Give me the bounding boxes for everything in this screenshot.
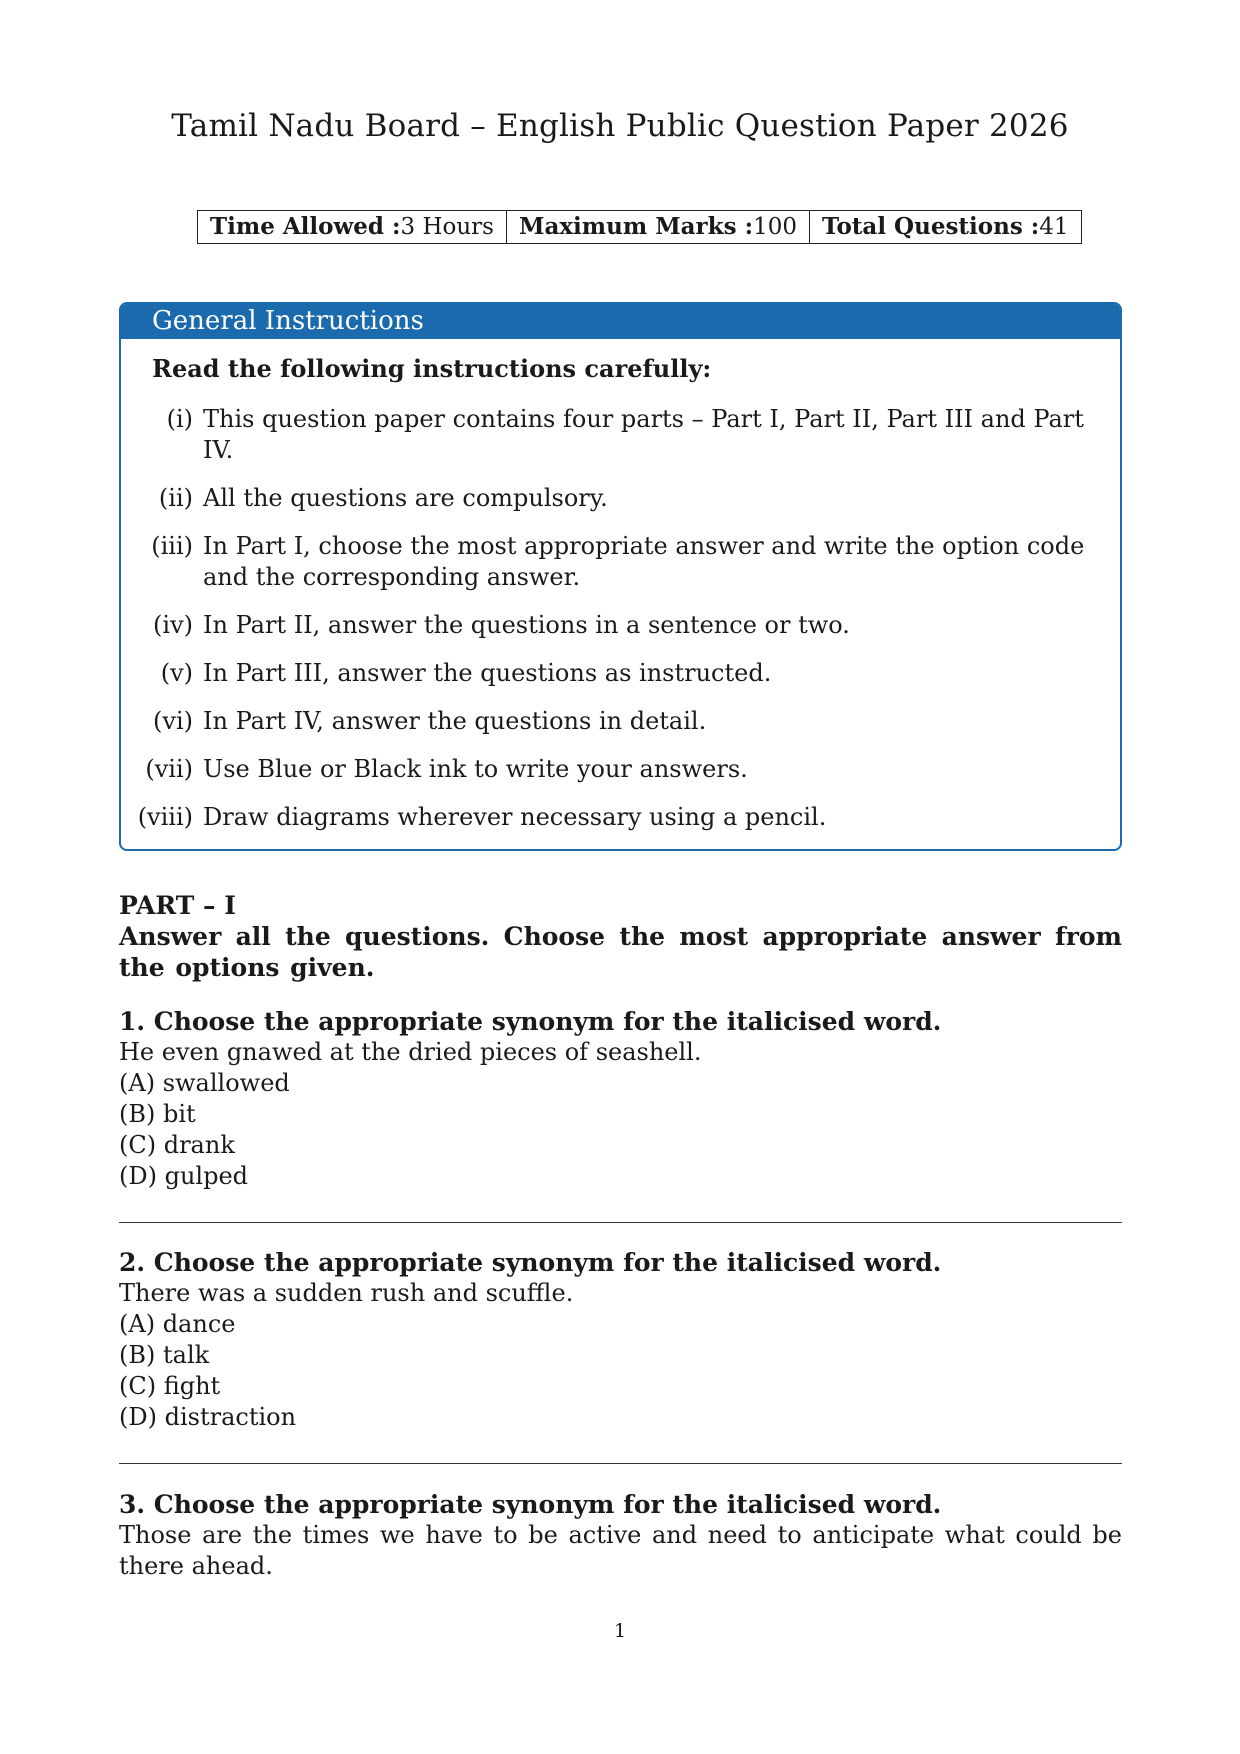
part-one-instruction: Answer all the questions. Choose the most appropriate answer from the options given. bbox=[119, 922, 1122, 982]
time-allowed-value: 3 Hours bbox=[400, 214, 494, 240]
answer-option: (D) distraction bbox=[119, 1403, 297, 1431]
answer-option: (A) dance bbox=[119, 1310, 236, 1338]
instruction-item bbox=[121, 754, 1122, 785]
page-number: 1 bbox=[613, 1620, 627, 1642]
question-1 bbox=[119, 1006, 1122, 1192]
question-heading: 1. Choose the appropriate synonym for the italicised word. bbox=[119, 1007, 942, 1036]
general-instructions-box bbox=[119, 302, 1122, 851]
instruction-number: (i) bbox=[166, 405, 193, 433]
maximum-marks-label: Maximum Marks : bbox=[518, 213, 754, 240]
maximum-marks-value: 100 bbox=[753, 214, 797, 240]
question-sentence: There was a sudden rush and scuffle. bbox=[119, 1279, 574, 1307]
instruction-number: (viii) bbox=[137, 803, 193, 831]
instruction-text: In Part I, choose the most appropriate answer and write the option code and the corresponding answer. bbox=[203, 532, 1085, 591]
part-one-title: PART – I bbox=[119, 891, 236, 920]
instruction-number: (ii) bbox=[158, 484, 193, 512]
question-divider bbox=[119, 1222, 1122, 1223]
maximum-marks-cell bbox=[506, 211, 809, 244]
instruction-number: (v) bbox=[160, 659, 193, 687]
instruction-item bbox=[121, 531, 1122, 593]
instruction-number: (iv) bbox=[153, 611, 193, 639]
instruction-text: In Part III, answer the questions as instructed. bbox=[203, 659, 772, 687]
answer-option: (B) talk bbox=[119, 1341, 210, 1369]
instruction-number: (iii) bbox=[151, 532, 193, 560]
instruction-number: (vii) bbox=[145, 755, 193, 783]
part-one-section bbox=[119, 890, 1122, 983]
instruction-item bbox=[121, 706, 1122, 737]
answer-option: (D) gulped bbox=[119, 1162, 249, 1190]
instruction-text: This question paper contains four parts – Part I, Part II, Part III and Part IV. bbox=[203, 405, 1084, 464]
total-questions-label: Total Questions : bbox=[821, 213, 1040, 240]
answer-option: (A) swallowed bbox=[119, 1069, 290, 1097]
paper-title: Tamil Nadu Board – English Public Question Paper 2026 bbox=[171, 108, 1069, 144]
question-sentence: Those are the times we have to be active and need to anticipate what could be there ahead. bbox=[119, 1521, 1122, 1580]
instructions-lead: Read the following instructions carefully: bbox=[152, 354, 712, 383]
instruction-item bbox=[121, 404, 1122, 466]
answer-option: (C) drank bbox=[119, 1131, 235, 1159]
total-questions-cell bbox=[809, 211, 1081, 244]
instructions-list bbox=[121, 404, 1122, 850]
question-2 bbox=[119, 1247, 1122, 1433]
instruction-text: All the questions are compulsory. bbox=[203, 484, 608, 512]
question-heading: 3. Choose the appropriate synonym for the italicised word. bbox=[119, 1490, 942, 1519]
answer-option: (B) bit bbox=[119, 1100, 196, 1128]
paper-meta-table bbox=[197, 210, 1082, 244]
question-divider bbox=[119, 1463, 1122, 1464]
answer-option: (C) fight bbox=[119, 1372, 221, 1400]
instruction-text: Draw diagrams wherever necessary using a pencil. bbox=[203, 803, 827, 831]
instruction-item bbox=[121, 802, 1122, 833]
instruction-text: In Part IV, answer the questions in detail. bbox=[203, 707, 707, 735]
instruction-item bbox=[121, 658, 1122, 689]
total-questions-value: 41 bbox=[1039, 214, 1069, 240]
instruction-item bbox=[121, 483, 1122, 514]
time-allowed-label: Time Allowed : bbox=[210, 213, 401, 240]
instruction-text: In Part II, answer the questions in a sentence or two. bbox=[203, 611, 850, 639]
question-heading: 2. Choose the appropriate synonym for the italicised word. bbox=[119, 1248, 942, 1277]
instruction-text: Use Blue or Black ink to write your answers. bbox=[203, 755, 748, 783]
question-3 bbox=[119, 1489, 1122, 1582]
instructions-header: General Instructions bbox=[121, 304, 1120, 339]
instruction-item bbox=[121, 610, 1122, 641]
time-allowed-cell bbox=[198, 211, 507, 244]
instruction-number: (vi) bbox=[153, 707, 193, 735]
question-sentence: He even gnawed at the dried pieces of seashell. bbox=[119, 1038, 702, 1066]
